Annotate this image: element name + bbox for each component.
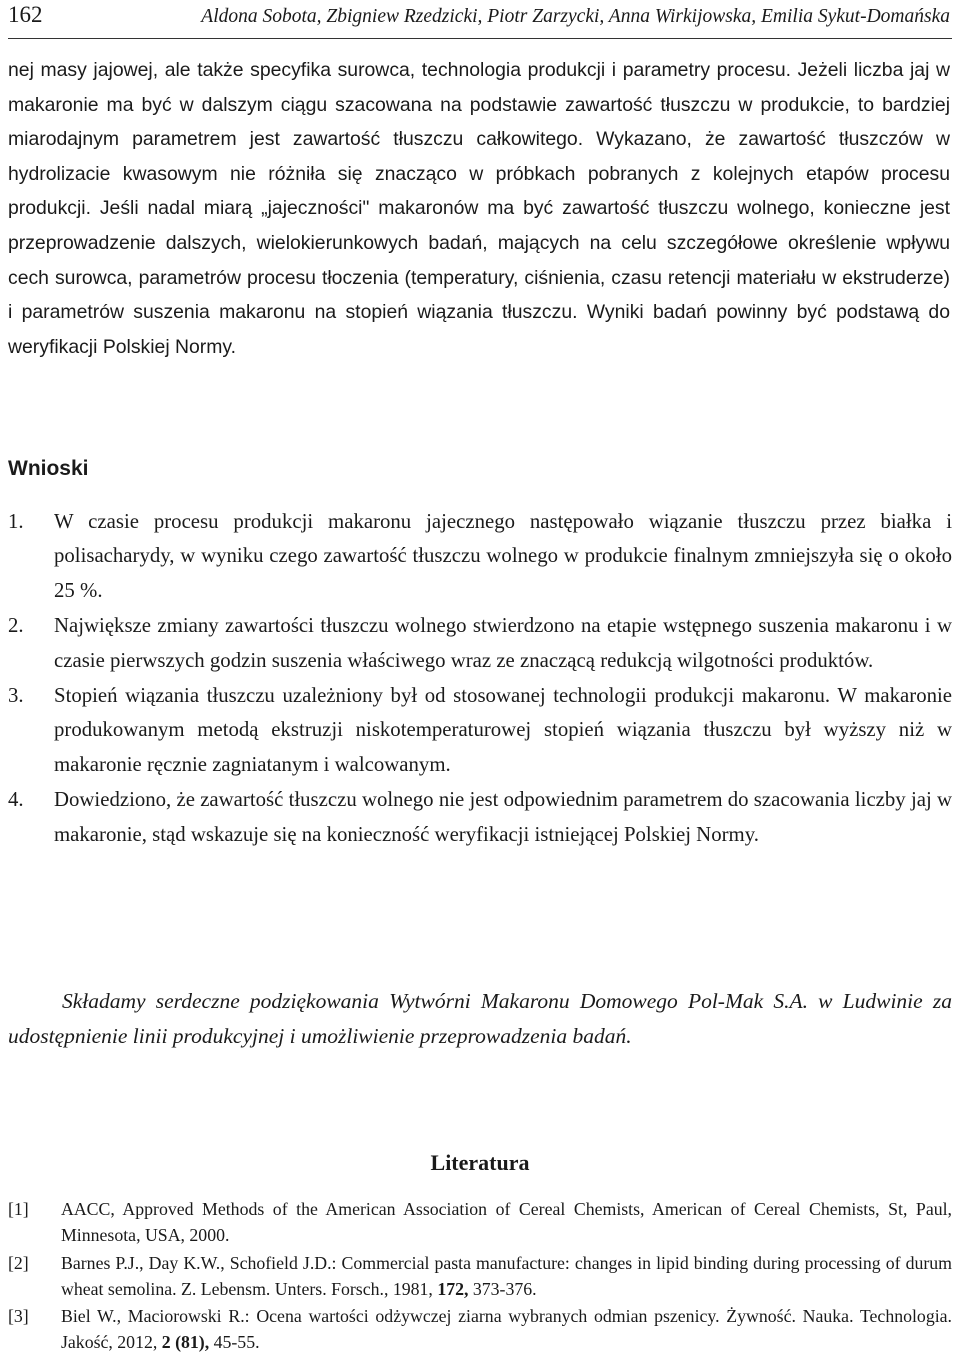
conclusion-text: Stopień wiązania tłuszczu uzależniony był od stosowanej technologii produkcji makaronu. W makaronie produkowanym metodą ekstruzji niskotemperaturowej stopień wiązania tłuszczu był wyższy niż w makaronie ręcznie zagniatanym i walcowanym. — [54, 684, 952, 776]
conclusion-text: Dowiedziono, że zawartość tłuszczu wolnego nie jest odpowiednim parametrem do szacowania liczby jaj w makaronie, stąd wskazuje się na konieczność weryfikacji istniejącej Polskiej Normy. — [54, 788, 952, 846]
reference-pages: 45-55. — [209, 1332, 260, 1353]
literature-heading: Literatura — [430, 1150, 530, 1175]
page-header — [8, 0, 952, 39]
conclusion-text: Największe zmiany zawartości tłuszczu wolnego stwierdzono na etapie wstępnego suszenia makaronu i w czasie pierwszych godzin suszenia właściwego wraz ze znaczącą redukcją wilgotności produktów. — [54, 614, 952, 672]
conclusion-number: 4. — [8, 788, 24, 812]
intro-paragraph: nej masy jajowej, ale także specyfika surowca, technologia produkcji i parametry procesu. Jeżeli liczba jaj w makaronie ma być w dalszym ciągu szacowana na podstawie zawartość tłuszczu w produkcie, to bardziej miarodajnym parametrem jest zawartość tłuszczu całkowitego. Wykazano, że zawartość tłuszczów w hydrolizacie kwasowym nie różniła się znacząco w próbkach pobranych z kolejnych etapów procesu produkcji. Jeśli nadal miarą „jajeczności" makaronów ma być zawartość tłuszczu wolnego, konieczne jest przeprowadzenie dalszych, wielokierunkowych badań, mających na celu szczegółowe określenie wpływu cech surowca, parametrów procesu tłoczenia (temperatury, ciśnienia, czasu retencji materiału w ekstruderze) i parametrów suszenia makaronu na stopień wiązania tłuszczu. Wyniki badań powinny być podstawą do weryfikacji Polskiej Normy. — [8, 59, 950, 358]
reference-item — [8, 1250, 952, 1303]
reference-volume: 172, — [437, 1278, 469, 1299]
conclusion-number: 2. — [8, 614, 24, 638]
conclusions-heading: Wnioski — [8, 457, 89, 480]
conclusion-item — [8, 679, 952, 782]
reference-list — [8, 1196, 952, 1357]
reference-item — [8, 1196, 952, 1249]
reference-number: [3] — [8, 1306, 29, 1327]
conclusion-text: W czasie procesu produkcji makaronu jajecznego następowało wiązanie tłuszczu przez białka i polisacharydy, w wyniku czego zawartość tłuszczu wolnego w produkcie finalnym zmniejszyła się o około 25 %. — [54, 510, 952, 602]
reference-volume: 2 (81), — [161, 1332, 210, 1353]
reference-text: Barnes P.J., Day K.W., Schofield J.D.: Commercial pasta manufacture: changes in lipid binding during processing of durum wheat semolina. Z. Lebensm. Unters. Forsch., 1981, — [61, 1252, 952, 1299]
reference-text: Biel W., Maciorowski R.: Ocena wartości odżywczej ziarna wybranych odmian pszenicy. Żywność. Nauka. Technologia. Jakość, 2012, — [61, 1306, 952, 1353]
conclusion-number: 3. — [8, 684, 24, 708]
conclusions-list — [8, 505, 952, 853]
conclusion-item — [8, 783, 952, 852]
reference-number: [2] — [8, 1252, 29, 1273]
reference-text: AACC, Approved Methods of the American Association of Cereal Chemists, American of Cereal Chemists, St, Paul, Minnesota, USA, 2000. — [61, 1199, 952, 1246]
conclusion-item — [8, 505, 952, 608]
page-number: 162 — [8, 2, 43, 27]
conclusion-item — [8, 609, 952, 678]
reference-pages: 373-376. — [468, 1278, 537, 1299]
running-head-authors: Aldona Sobota, Zbigniew Rzedzicki, Piotr Zarzycki, Anna Wirkijowska, Emilia Sykut-Domańska — [201, 6, 950, 27]
conclusion-number: 1. — [8, 510, 24, 533]
reference-item — [8, 1303, 952, 1356]
acknowledgement: Składamy serdeczne podziękowania Wytwórni Makaronu Domowego Pol-Mak S.A. w Ludwinie za udostępnienie linii produkcyjnej i umożliwienie przeprowadzenia badań. — [8, 989, 952, 1048]
reference-number: [1] — [8, 1199, 29, 1219]
